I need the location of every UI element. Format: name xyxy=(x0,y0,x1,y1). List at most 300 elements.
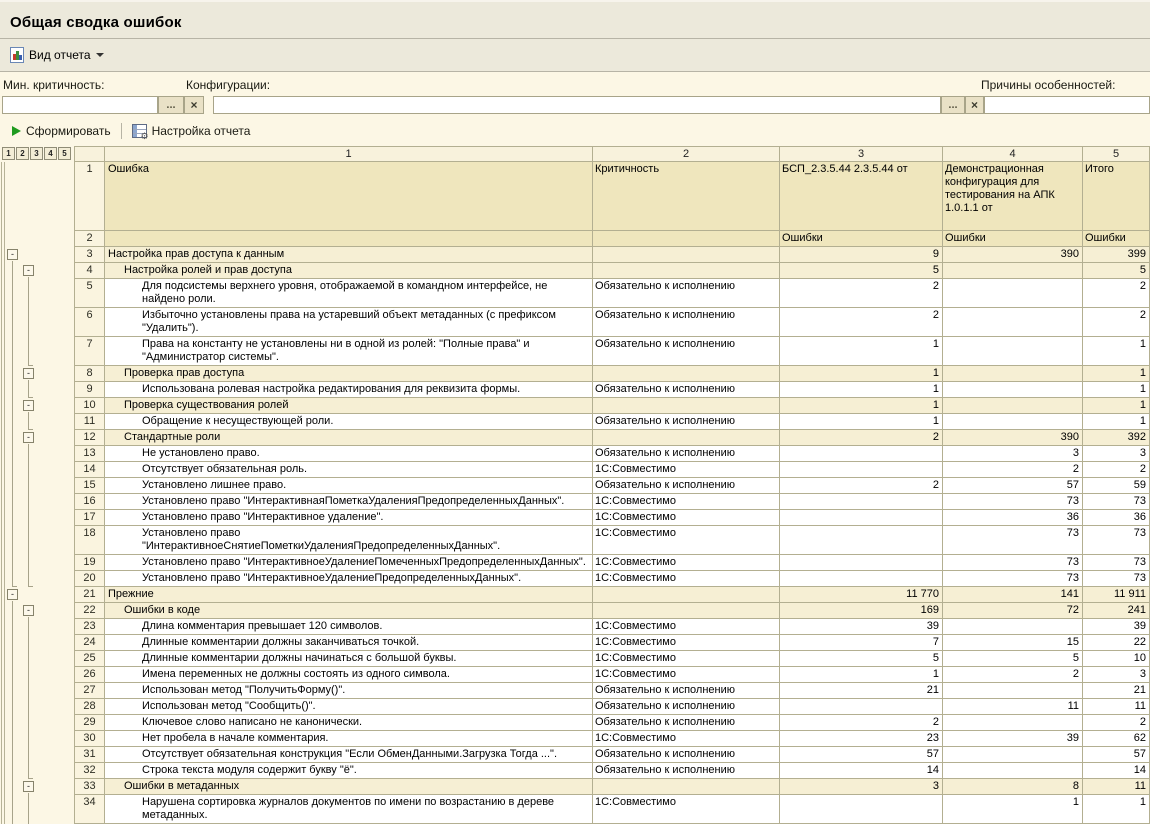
cell-criticality[interactable]: Обязательно к исполнению xyxy=(593,478,780,494)
group-level-button-3[interactable]: 3 xyxy=(30,147,43,160)
cell-demo-count[interactable]: 141 xyxy=(943,587,1083,603)
collapse-group-button[interactable]: - xyxy=(23,605,34,616)
cell-error[interactable]: Установлено право "ИнтерактивноеУдалениеПредопределенныхДанных". xyxy=(105,571,593,587)
cell-demo-count[interactable] xyxy=(943,382,1083,398)
cell-bsp-count[interactable]: 7 xyxy=(780,635,943,651)
cell-bsp-count[interactable] xyxy=(780,699,943,715)
cell-demo-count[interactable] xyxy=(943,263,1083,279)
row-number[interactable]: 23 xyxy=(74,619,105,635)
tree-line xyxy=(28,795,29,824)
row-number[interactable]: 1 xyxy=(74,162,105,231)
cell-error[interactable]: Длинные комментарии должны заканчиваться точкой. xyxy=(105,635,593,651)
cell-error[interactable]: Установлено право "ИнтерактивноеСнятиеПометкиУдаленияПредопределенныхДанных". xyxy=(105,526,593,555)
tree-gutter xyxy=(0,635,74,651)
row-number[interactable]: 18 xyxy=(74,526,105,555)
row-number[interactable]: 29 xyxy=(74,715,105,731)
cell-criticality[interactable]: Обязательно к исполнению xyxy=(593,747,780,763)
cell-criticality[interactable]: Обязательно к исполнению xyxy=(593,683,780,699)
cell-criticality[interactable]: Обязательно к исполнению xyxy=(593,715,780,731)
collapse-group-button[interactable]: - xyxy=(23,368,34,379)
row-number[interactable]: 30 xyxy=(74,731,105,747)
cell-total-count[interactable]: 11 xyxy=(1083,699,1150,715)
row-number[interactable]: 16 xyxy=(74,494,105,510)
cell-error[interactable]: Использован метод "ПолучитьФорму()". xyxy=(105,683,593,699)
tree-line xyxy=(12,526,13,555)
cell-error[interactable]: Установлено право "Интерактивное удаление". xyxy=(105,510,593,526)
row-number[interactable]: 2 xyxy=(74,231,105,247)
cell-error[interactable]: Настройка ролей и прав доступа xyxy=(105,263,593,279)
cell-error[interactable]: Для подсистемы верхнего уровня, отображаемой в командном интерфейсе, не найдено роли. xyxy=(105,279,593,308)
group-level-button-2[interactable]: 2 xyxy=(16,147,29,160)
row-number[interactable]: 6 xyxy=(74,308,105,337)
cell-error[interactable]: Проверка существования ролей xyxy=(105,398,593,414)
table-row xyxy=(0,747,1150,763)
min-criticality-clear-button[interactable]: × xyxy=(184,96,204,114)
cell-criticality[interactable]: Обязательно к исполнению xyxy=(593,414,780,430)
cell-error[interactable]: Обращение к несуществующей роли. xyxy=(105,414,593,430)
cell-demo-count[interactable] xyxy=(943,763,1083,779)
row-number[interactable]: 32 xyxy=(74,763,105,779)
tree-line xyxy=(12,446,13,462)
row-number[interactable]: 28 xyxy=(74,699,105,715)
cell-total-count[interactable]: 3 xyxy=(1083,667,1150,683)
table-row xyxy=(0,555,1150,571)
cell-criticality[interactable]: 1С:Совместимо xyxy=(593,526,780,555)
group-level-button-1[interactable]: 1 xyxy=(2,147,15,160)
cell-error[interactable]: Избыточно установлены права на устаревший объект метаданных (с префиксом "Удалить"). xyxy=(105,308,593,337)
row-number[interactable]: 15 xyxy=(74,478,105,494)
cell-total-count[interactable]: 3 xyxy=(1083,446,1150,462)
cell-demo-count[interactable] xyxy=(943,414,1083,430)
table-row xyxy=(0,366,1150,382)
cell-bsp-count[interactable]: 1 xyxy=(780,398,943,414)
table-row xyxy=(0,231,1150,247)
tree-gutter xyxy=(0,763,74,779)
cell-criticality[interactable] xyxy=(593,263,780,279)
min-criticality-picker-button[interactable]: ... xyxy=(158,96,184,114)
table-row xyxy=(0,462,1150,478)
cell-criticality[interactable]: 1С:Совместимо xyxy=(593,667,780,683)
menu-band xyxy=(0,39,1150,72)
cell-criticality[interactable] xyxy=(593,603,780,619)
tree-gutter xyxy=(0,667,74,683)
group-level-button-5[interactable]: 5 xyxy=(58,147,71,160)
cell-error[interactable]: Длина комментария превышает 120 символов. xyxy=(105,619,593,635)
tree-gutter xyxy=(0,587,74,603)
cell-error[interactable]: Имена переменных не должны состоять из одного символа. xyxy=(105,667,593,683)
cell-total-count[interactable]: 21 xyxy=(1083,683,1150,699)
row-number[interactable]: 4 xyxy=(74,263,105,279)
cell-bsp-count[interactable]: БСП_2.3.5.44 2.3.5.44 от xyxy=(780,162,943,231)
cell-demo-count[interactable]: 73 xyxy=(943,555,1083,571)
tree-line xyxy=(28,571,29,587)
collapse-group-button[interactable]: - xyxy=(23,781,34,792)
row-number[interactable]: 25 xyxy=(74,651,105,667)
row-number[interactable]: 8 xyxy=(74,366,105,382)
tree-line xyxy=(12,763,13,779)
cell-bsp-count[interactable]: 2 xyxy=(780,478,943,494)
table-row xyxy=(0,779,1150,795)
cell-total-count[interactable]: 39 xyxy=(1083,619,1150,635)
cell-bsp-count[interactable]: 23 xyxy=(780,731,943,747)
row-number[interactable]: 26 xyxy=(74,667,105,683)
table-row xyxy=(0,699,1150,715)
cell-criticality[interactable]: 1С:Совместимо xyxy=(593,731,780,747)
cell-total-count[interactable]: 36 xyxy=(1083,510,1150,526)
cell-criticality[interactable]: 1С:Совместимо xyxy=(593,462,780,478)
cell-error[interactable]: Ошибки в метаданных xyxy=(105,779,593,795)
cell-error[interactable] xyxy=(105,231,593,247)
cell-bsp-count[interactable] xyxy=(780,526,943,555)
cell-demo-count[interactable] xyxy=(943,715,1083,731)
cell-criticality[interactable]: 1С:Совместимо xyxy=(593,619,780,635)
cell-criticality[interactable]: 1С:Совместимо xyxy=(593,510,780,526)
cell-demo-count[interactable]: 1 xyxy=(943,795,1083,824)
collapse-group-button[interactable]: - xyxy=(7,589,18,600)
cell-criticality[interactable]: Обязательно к исполнению xyxy=(593,279,780,308)
cell-criticality[interactable]: 1С:Совместимо xyxy=(593,571,780,587)
table-row xyxy=(0,446,1150,462)
tree-gutter xyxy=(0,715,74,731)
cell-demo-count[interactable] xyxy=(943,683,1083,699)
tree-line xyxy=(12,366,13,382)
cell-bsp-count[interactable]: 1 xyxy=(780,414,943,430)
cell-demo-count[interactable]: 5 xyxy=(943,651,1083,667)
cell-error[interactable]: Отсутствует обязательная конструкция "Если ОбменДанными.Загрузка Тогда ...". xyxy=(105,747,593,763)
cell-total-count[interactable]: 73 xyxy=(1083,555,1150,571)
cell-total-count[interactable]: 11 911 xyxy=(1083,587,1150,603)
column-header-4[interactable]: 4 xyxy=(943,146,1083,162)
tree-line xyxy=(28,651,29,667)
cell-total-count[interactable]: 392 xyxy=(1083,430,1150,446)
cell-criticality[interactable] xyxy=(593,231,780,247)
cell-error[interactable]: Использована ролевая настройка редактирования для реквизита формы. xyxy=(105,382,593,398)
cell-criticality[interactable]: Обязательно к исполнению xyxy=(593,446,780,462)
cell-error[interactable]: Нарушена сортировка журналов документов по имени по возрастанию в дереве метаданных. xyxy=(105,795,593,824)
tree-line xyxy=(12,494,13,510)
cell-error[interactable]: Прежние xyxy=(105,587,593,603)
tree-line xyxy=(12,603,13,619)
cell-error[interactable]: Проверка прав доступа xyxy=(105,366,593,382)
generate-button[interactable] xyxy=(12,124,111,138)
table-row xyxy=(0,651,1150,667)
cell-demo-count[interactable]: Демонстрационная конфигурация для тестирования на АПК 1.0.1.1 от xyxy=(943,162,1083,231)
cell-demo-count[interactable]: 36 xyxy=(943,510,1083,526)
cell-total-count[interactable]: 73 xyxy=(1083,571,1150,587)
tree-line xyxy=(28,382,29,398)
cell-total-count[interactable]: 62 xyxy=(1083,731,1150,747)
row-number[interactable]: 20 xyxy=(74,571,105,587)
tree-gutter xyxy=(0,619,74,635)
tree-line xyxy=(28,763,29,779)
cell-error[interactable]: Длинные комментарии должны начинаться с большой буквы. xyxy=(105,651,593,667)
cell-criticality[interactable]: Обязательно к исполнению xyxy=(593,763,780,779)
row-number[interactable]: 12 xyxy=(74,430,105,446)
cell-bsp-count[interactable]: 1 xyxy=(780,366,943,382)
table-row xyxy=(0,494,1150,510)
cell-demo-count[interactable]: Ошибки xyxy=(943,231,1083,247)
configurations-input[interactable] xyxy=(213,96,941,114)
cell-demo-count[interactable]: 15 xyxy=(943,635,1083,651)
view-report-label: Вид отчета xyxy=(29,48,91,62)
tree-gutter xyxy=(0,162,74,231)
tree-line xyxy=(28,462,29,478)
row-number[interactable]: 9 xyxy=(74,382,105,398)
cell-demo-count[interactable]: 72 xyxy=(943,603,1083,619)
cell-total-count[interactable]: Итого xyxy=(1083,162,1150,231)
cell-total-count[interactable]: 241 xyxy=(1083,603,1150,619)
table-row xyxy=(0,715,1150,731)
cell-error[interactable]: Установлено право "ИнтерактивноеУдалениеПомеченныхПредопределенныхДанных". xyxy=(105,555,593,571)
cell-criticality[interactable] xyxy=(593,587,780,603)
cell-demo-count[interactable]: 73 xyxy=(943,571,1083,587)
cell-bsp-count[interactable]: 2 xyxy=(780,308,943,337)
cell-bsp-count[interactable] xyxy=(780,446,943,462)
table-row xyxy=(0,382,1150,398)
tree-line xyxy=(28,619,29,635)
cell-demo-count[interactable] xyxy=(943,366,1083,382)
row-number[interactable]: 14 xyxy=(74,462,105,478)
cell-bsp-count[interactable]: 21 xyxy=(780,683,943,699)
spreadsheet-grid xyxy=(0,162,1150,824)
column-header-1[interactable]: 1 xyxy=(105,146,593,162)
report-settings-button[interactable] xyxy=(132,124,251,141)
cell-demo-count[interactable]: 2 xyxy=(943,667,1083,683)
view-report-button[interactable] xyxy=(8,45,110,65)
cell-bsp-count[interactable]: 5 xyxy=(780,651,943,667)
collapse-group-button[interactable]: - xyxy=(23,400,34,411)
cell-bsp-count[interactable] xyxy=(780,795,943,824)
cell-bsp-count[interactable]: 11 770 xyxy=(780,587,943,603)
cell-demo-count[interactable]: 3 xyxy=(943,446,1083,462)
cell-total-count[interactable]: 1 xyxy=(1083,366,1150,382)
min-criticality-input[interactable] xyxy=(2,96,158,114)
tree-gutter xyxy=(0,494,74,510)
cell-error[interactable]: Ошибки в коде xyxy=(105,603,593,619)
tree-gutter xyxy=(0,382,74,398)
tree-line xyxy=(12,510,13,526)
cell-criticality[interactable]: 1С:Совместимо xyxy=(593,494,780,510)
cell-demo-count[interactable] xyxy=(943,279,1083,308)
cell-total-count[interactable]: 5 xyxy=(1083,263,1150,279)
cell-error[interactable]: Нет пробела в начале комментария. xyxy=(105,731,593,747)
tree-gutter xyxy=(0,279,74,308)
row-number[interactable]: 34 xyxy=(74,795,105,824)
cell-error[interactable]: Стандартные роли xyxy=(105,430,593,446)
table-row xyxy=(0,587,1150,603)
tree-gutter xyxy=(0,510,74,526)
cell-error[interactable]: Настройка прав доступа к данным xyxy=(105,247,593,263)
configurations-clear-button[interactable]: × xyxy=(965,96,984,114)
tree-line xyxy=(28,510,29,526)
cell-bsp-count[interactable] xyxy=(780,510,943,526)
cell-bsp-count[interactable]: 2 xyxy=(780,430,943,446)
tree-gutter xyxy=(0,366,74,382)
cell-total-count[interactable]: 1 xyxy=(1083,337,1150,366)
tree-gutter xyxy=(0,263,74,279)
row-number[interactable]: 22 xyxy=(74,603,105,619)
cell-criticality[interactable] xyxy=(593,779,780,795)
row-number[interactable]: 13 xyxy=(74,446,105,462)
tree-gutter xyxy=(0,478,74,494)
cell-total-count[interactable]: 1 xyxy=(1083,398,1150,414)
tree-line xyxy=(28,715,29,731)
cell-error[interactable]: Установлено лишнее право. xyxy=(105,478,593,494)
row-number[interactable]: 27 xyxy=(74,683,105,699)
tree-line xyxy=(12,337,13,366)
tree-line xyxy=(28,446,29,462)
cell-error[interactable]: Права на константу не установлены ни в одной из ролей: "Полные права" и "Администратор системы". xyxy=(105,337,593,366)
special-reasons-label: Причины особенностей: xyxy=(981,78,1116,92)
cell-demo-count[interactable]: 39 xyxy=(943,731,1083,747)
tree-line xyxy=(28,667,29,683)
cell-error[interactable]: Ключевое слово написано не канонически. xyxy=(105,715,593,731)
cell-bsp-count[interactable] xyxy=(780,571,943,587)
tree-line xyxy=(12,430,13,446)
cell-error[interactable]: Не установлено право. xyxy=(105,446,593,462)
tree-line xyxy=(12,795,13,824)
cell-bsp-count[interactable]: 1 xyxy=(780,337,943,366)
cell-bsp-count[interactable]: 1 xyxy=(780,382,943,398)
collapse-group-button[interactable]: - xyxy=(23,432,34,443)
row-number[interactable]: 21 xyxy=(74,587,105,603)
row-number[interactable]: 33 xyxy=(74,779,105,795)
table-row xyxy=(0,731,1150,747)
cell-criticality[interactable]: 1С:Совместимо xyxy=(593,555,780,571)
cell-criticality[interactable] xyxy=(593,366,780,382)
table-row xyxy=(0,635,1150,651)
cell-criticality[interactable]: Критичность xyxy=(593,162,780,231)
cell-criticality[interactable]: 1С:Совместимо xyxy=(593,651,780,667)
table-row xyxy=(0,398,1150,414)
cell-total-count[interactable]: 2 xyxy=(1083,462,1150,478)
tree-line xyxy=(12,398,13,414)
row-number-header[interactable] xyxy=(74,146,105,162)
row-number[interactable]: 7 xyxy=(74,337,105,366)
cell-error[interactable]: Ошибка xyxy=(105,162,593,231)
cell-criticality[interactable]: Обязательно к исполнению xyxy=(593,382,780,398)
cell-bsp-count[interactable] xyxy=(780,555,943,571)
row-number[interactable]: 31 xyxy=(74,747,105,763)
row-number[interactable]: 19 xyxy=(74,555,105,571)
row-number[interactable]: 24 xyxy=(74,635,105,651)
row-number[interactable]: 11 xyxy=(74,414,105,430)
cell-demo-count[interactable] xyxy=(943,747,1083,763)
cell-total-count[interactable]: 2 xyxy=(1083,279,1150,308)
cell-bsp-count[interactable]: Ошибки xyxy=(780,231,943,247)
column-header-5[interactable]: 5 xyxy=(1083,146,1150,162)
cell-criticality[interactable]: 1С:Совместимо xyxy=(593,635,780,651)
cell-total-count[interactable]: 57 xyxy=(1083,747,1150,763)
row-number[interactable]: 3 xyxy=(74,247,105,263)
cell-total-count[interactable]: 2 xyxy=(1083,308,1150,337)
cell-total-count[interactable]: 1 xyxy=(1083,795,1150,824)
cell-criticality[interactable] xyxy=(593,398,780,414)
cell-error[interactable]: Строка текста модуля содержит букву "ё". xyxy=(105,763,593,779)
cell-total-count[interactable]: 10 xyxy=(1083,651,1150,667)
cell-demo-count[interactable]: 73 xyxy=(943,526,1083,555)
cell-error[interactable]: Отсутствует обязательная роль. xyxy=(105,462,593,478)
tree-gutter xyxy=(0,414,74,430)
cell-demo-count[interactable]: 11 xyxy=(943,699,1083,715)
table-row xyxy=(0,430,1150,446)
tree-gutter xyxy=(0,430,74,446)
cell-total-count[interactable]: 73 xyxy=(1083,526,1150,555)
cell-error[interactable]: Установлено право "ИнтерактивнаяПометкаУдаленияПредопределенныхДанных". xyxy=(105,494,593,510)
tree-gutter xyxy=(0,747,74,763)
cell-demo-count[interactable]: 390 xyxy=(943,247,1083,263)
cell-bsp-count[interactable]: 3 xyxy=(780,779,943,795)
table-row xyxy=(0,619,1150,635)
tree-line xyxy=(28,683,29,699)
cell-criticality[interactable] xyxy=(593,247,780,263)
tree-gutter xyxy=(0,247,74,263)
cell-demo-count[interactable] xyxy=(943,398,1083,414)
cell-demo-count[interactable]: 73 xyxy=(943,494,1083,510)
cell-bsp-count[interactable]: 169 xyxy=(780,603,943,619)
collapse-group-button[interactable]: - xyxy=(7,249,18,260)
cell-total-count[interactable]: 11 xyxy=(1083,779,1150,795)
tree-line xyxy=(12,619,13,635)
cell-criticality[interactable]: 1С:Совместимо xyxy=(593,795,780,824)
cell-total-count[interactable]: 399 xyxy=(1083,247,1150,263)
collapse-group-button[interactable]: - xyxy=(23,265,34,276)
group-level-button-4[interactable]: 4 xyxy=(44,147,57,160)
cell-bsp-count[interactable]: 2 xyxy=(780,715,943,731)
cell-total-count[interactable]: 14 xyxy=(1083,763,1150,779)
cell-total-count[interactable]: 59 xyxy=(1083,478,1150,494)
cell-bsp-count[interactable]: 1 xyxy=(780,667,943,683)
cell-demo-count[interactable] xyxy=(943,308,1083,337)
configurations-picker-button[interactable]: ... xyxy=(941,96,965,114)
cell-total-count[interactable]: Ошибки xyxy=(1083,231,1150,247)
cell-criticality[interactable]: Обязательно к исполнению xyxy=(593,337,780,366)
cell-total-count[interactable]: 22 xyxy=(1083,635,1150,651)
cell-total-count[interactable]: 2 xyxy=(1083,715,1150,731)
cell-criticality[interactable] xyxy=(593,430,780,446)
cell-demo-count[interactable] xyxy=(943,619,1083,635)
cell-demo-count[interactable]: 2 xyxy=(943,462,1083,478)
cell-criticality[interactable]: Обязательно к исполнению xyxy=(593,699,780,715)
cell-total-count[interactable]: 1 xyxy=(1083,382,1150,398)
column-header-3[interactable]: 3 xyxy=(780,146,943,162)
cell-bsp-count[interactable]: 2 xyxy=(780,279,943,308)
row-number[interactable]: 17 xyxy=(74,510,105,526)
cell-bsp-count[interactable] xyxy=(780,462,943,478)
cell-demo-count[interactable]: 57 xyxy=(943,478,1083,494)
cell-bsp-count[interactable]: 57 xyxy=(780,747,943,763)
cell-demo-count[interactable]: 390 xyxy=(943,430,1083,446)
special-reasons-input[interactable] xyxy=(984,96,1150,114)
cell-demo-count[interactable]: 8 xyxy=(943,779,1083,795)
cell-bsp-count[interactable]: 9 xyxy=(780,247,943,263)
cell-bsp-count[interactable]: 39 xyxy=(780,619,943,635)
report-spreadsheet xyxy=(0,146,1150,824)
cell-bsp-count[interactable]: 5 xyxy=(780,263,943,279)
cell-bsp-count[interactable] xyxy=(780,494,943,510)
column-header-2[interactable]: 2 xyxy=(593,146,780,162)
cell-bsp-count[interactable]: 14 xyxy=(780,763,943,779)
row-number[interactable]: 5 xyxy=(74,279,105,308)
cell-demo-count[interactable] xyxy=(943,337,1083,366)
page-title: Общая сводка ошибок xyxy=(10,14,182,31)
cell-criticality[interactable]: Обязательно к исполнению xyxy=(593,308,780,337)
table-row xyxy=(0,526,1150,555)
cell-error[interactable]: Использован метод "Сообщить()". xyxy=(105,699,593,715)
row-number[interactable]: 10 xyxy=(74,398,105,414)
cell-total-count[interactable]: 1 xyxy=(1083,414,1150,430)
cell-total-count[interactable]: 73 xyxy=(1083,494,1150,510)
